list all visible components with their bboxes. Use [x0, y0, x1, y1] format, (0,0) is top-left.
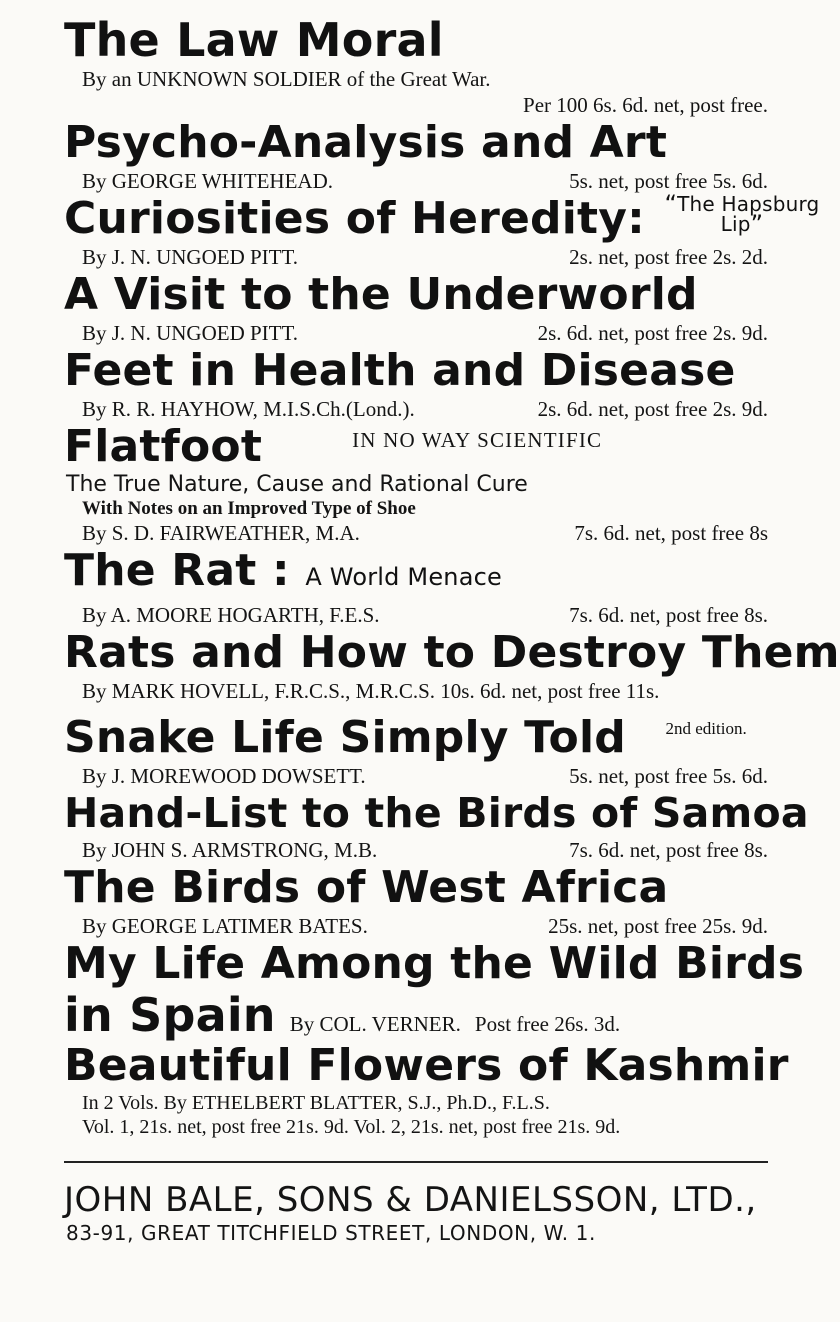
- book-subtitle: The True Nature, Cause and Rational Cure: [66, 472, 528, 497]
- book-entry-the-rat: [64, 546, 774, 628]
- book-byline: [64, 678, 774, 704]
- book-title-row: [64, 422, 774, 472]
- price-text: 25s. net, post free 25s. 9d.: [548, 914, 768, 938]
- price-text: 5s. net, post free 5s. 6d.: [569, 764, 768, 788]
- book-byline: [64, 520, 774, 546]
- book-byline: [64, 320, 774, 346]
- subtitle-top: The Hapsburg: [677, 192, 820, 216]
- divider-rule: [64, 1161, 768, 1163]
- book-entry-birds-west-africa: [64, 863, 774, 939]
- author-text: By J. MOREWOOD DOWSETT.: [82, 764, 366, 788]
- book-title: Snake Life Simply Told: [64, 712, 626, 763]
- author-text: By COL. VERNER.: [289, 1012, 461, 1036]
- book-entry-rats-destroy: [64, 627, 840, 704]
- book-title: Psycho-Analysis and Art: [64, 117, 668, 168]
- price-text: Post free 26s. 3d.: [474, 1012, 621, 1036]
- author-text: By MARK HOVELL, F.R.C.S., M.R.C.S. 10s. 6d. net, post free 11s.: [82, 679, 660, 703]
- book-entry-law-moral: [64, 14, 774, 118]
- book-entry-flowers-kashmir: [64, 1040, 789, 1139]
- book-title-row: [64, 546, 774, 602]
- author-text: By GEORGE WHITEHEAD.: [82, 169, 333, 193]
- book-author: [64, 66, 774, 92]
- price-text: 5s. net, post free 5s. 6d.: [569, 169, 768, 193]
- author-text: By GEORGE LATIMER BATES.: [82, 914, 368, 938]
- book-title: The Birds of West Africa: [64, 862, 669, 913]
- price-text: 2s. 6d. net, post free 2s. 9d.: [537, 321, 768, 345]
- book-entry-wild-birds-spain: [64, 938, 805, 1042]
- book-title-line2: in Spain: [64, 988, 276, 1042]
- book-byline: [64, 763, 774, 789]
- price-text: Per 100 6s. 6d. net, post free.: [523, 93, 768, 117]
- book-title: Hand-List to the Birds of Samoa: [64, 789, 809, 837]
- author-text: By R. R. HAYHOW, M.I.S.Ch.(Lond.).: [82, 397, 415, 421]
- price-text: 7s. 6d. net, post free 8s.: [569, 838, 768, 862]
- book-title: Curiosities of Heredity:: [64, 193, 645, 244]
- book-entry-feet-health: [64, 346, 774, 422]
- book-title: A Visit to the Underworld: [64, 269, 698, 320]
- book-byline: [64, 244, 774, 270]
- book-title: The Rat :: [64, 545, 290, 596]
- author-text: By A. MOORE HOGARTH, F.E.S.: [82, 603, 380, 627]
- book-volume-prices: Vol. 1, 21s. net, post free 21s. 9d. Vol. 2, 21s. net, post free 21s. 9d.: [82, 1116, 621, 1138]
- book-title: Feet in Health and Disease: [64, 345, 736, 396]
- subtitle-bottom: Lip: [720, 212, 751, 236]
- book-subtitle: [664, 190, 820, 238]
- book-title: Rats and How to Destroy Them: [64, 627, 840, 678]
- price-text: 2s. net, post free 2s. 2d.: [569, 245, 768, 269]
- book-entry-flatfoot: [64, 422, 774, 546]
- publisher-name: JOHN BALE, SONS & DANIELSSON, LTD.,: [64, 1180, 757, 1220]
- author-text: By J. N. UNGOED PITT.: [82, 245, 299, 269]
- book-byline: [64, 837, 774, 863]
- author-text: By an UNKNOWN SOLDIER of the Great War.: [82, 67, 491, 91]
- book-byline: [64, 396, 774, 422]
- author-text: By J. N. UNGOED PITT.: [82, 321, 299, 345]
- book-volumes: In 2 Vols. By ETHELBERT BLATTER, S.J., Ph.D., F.L.S.: [82, 1092, 550, 1114]
- book-title-suffix: A World Menace: [305, 563, 502, 591]
- close-quote: ”: [750, 210, 764, 238]
- book-title: The Law Moral: [64, 13, 444, 67]
- book-title-row: [64, 704, 774, 763]
- price-text: 7s. 6d. net, post free 8s: [574, 521, 768, 545]
- open-quote: “: [664, 190, 678, 218]
- publisher-address: 83-91, GREAT TITCHFIELD STREET, LONDON, W. 1.: [66, 1221, 596, 1245]
- book-edition: 2nd edition.: [665, 719, 747, 738]
- price-text: 2s. 6d. net, post free 2s. 9d.: [537, 397, 768, 421]
- book-title: Flatfoot: [64, 421, 263, 472]
- book-title: Beautiful Flowers of Kashmir: [64, 1040, 789, 1091]
- book-entry-snake-life: [64, 704, 774, 789]
- book-entry-curiosities-heredity: [64, 190, 820, 270]
- author-text: By S. D. FAIRWEATHER, M.A.: [82, 521, 360, 545]
- book-note: IN NO WAY SCIENTIFIC: [352, 428, 603, 452]
- book-entry-visit-underworld: [64, 270, 774, 346]
- book-entry-birds-samoa: [64, 789, 809, 863]
- book-title-row-2: [64, 989, 774, 1041]
- book-title: My Life Among the Wild Birds: [64, 938, 805, 989]
- book-title-row: [64, 190, 820, 244]
- book-byline: [64, 602, 774, 628]
- book-price: [64, 92, 774, 118]
- price-text: 7s. 6d. net, post free 8s.: [569, 603, 768, 627]
- book-entry-psycho-analysis: [64, 118, 774, 194]
- author-text: By JOHN S. ARMSTRONG, M.B.: [82, 838, 378, 862]
- book-byline: [64, 913, 774, 939]
- book-subtitle-2: With Notes on an Improved Type of Shoe: [82, 498, 416, 519]
